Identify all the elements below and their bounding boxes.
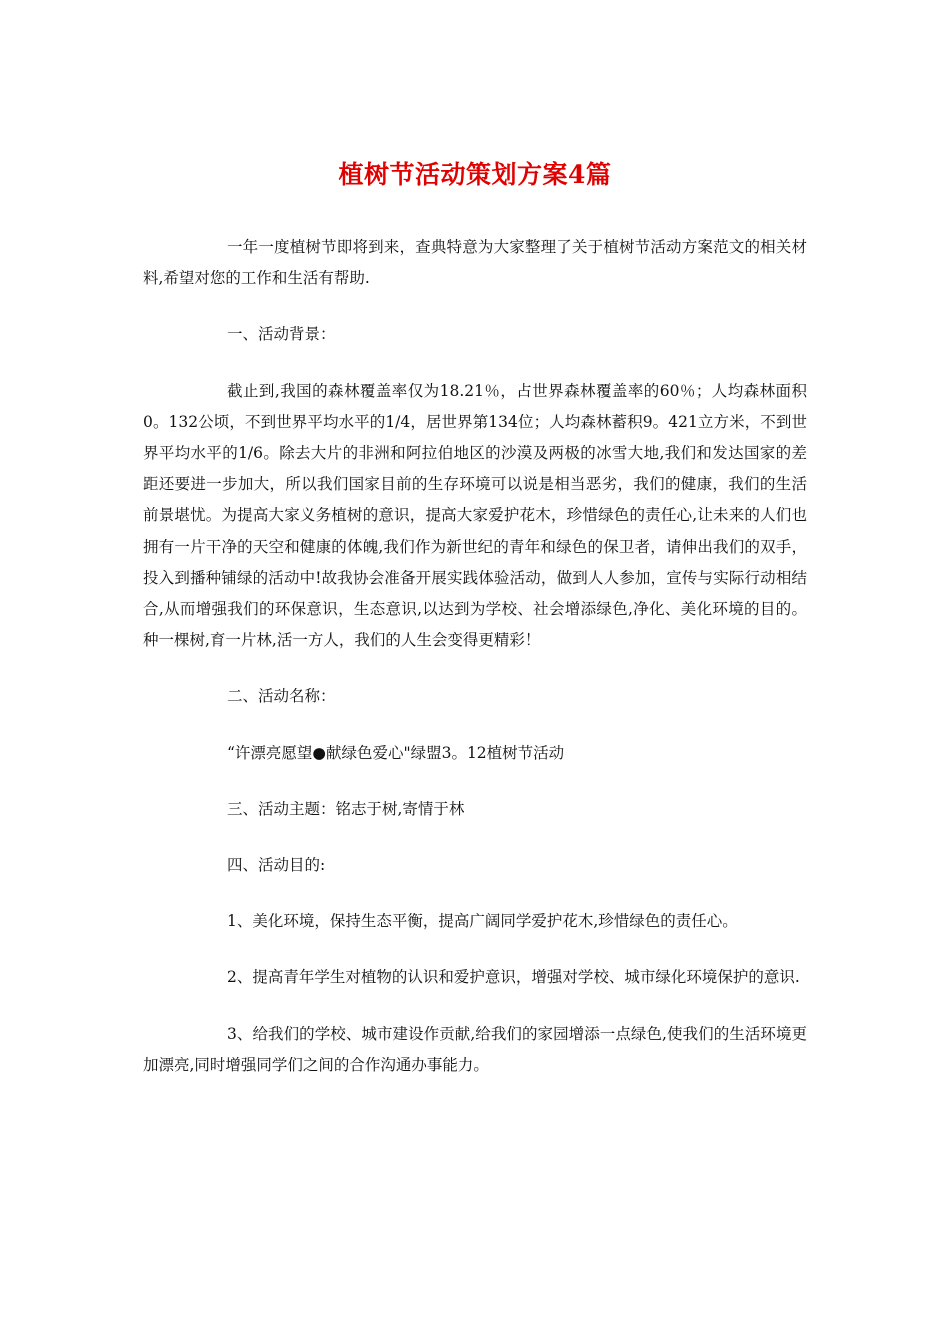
section-heading-background: 一、活动背景： <box>227 325 336 344</box>
background-paragraph: 截止到,我国的森林覆盖率仅为18.21％，占世界森林覆盖率的60％；人均森林面积0。132公顷，不到世界平均水平的1/4，居世界第134位；人均森林蓄积9。421立方米，不到世界平均水平的1/6。除去大片的非洲和阿拉伯地区的沙漠及两极的冰雪大地,我们和发达国家的差距还要进一步加大，所以我们国家目前的生存环境可以说是相当恶劣，我们的健康，我们的生活前景堪忧。为提高大家义务植树的意识，提高大家爱护花木，珍惜绿色的责任心,让未来的人们也拥有一片干净的天空和健康的体魄,我们作为新世纪的青年和绿色的保卫者，请伸出我们的双手，投入到播种铺绿的活动中!故我协会准备开展实践体验活动，做到人人参加，宣传与实际行动相结合,从而增强我们的环保意识，生态意识,以达到为学校、社会增添绿色,净化、美化环境的目的。种一棵树,育一片林,活一方人，我们的人生会变得更精彩！ <box>143 381 807 650</box>
document-title: 植树节活动策划方案4篇 <box>338 160 612 189</box>
section-heading-theme: 三、活动主题：铭志于树,寄情于林 <box>227 799 465 818</box>
purpose-item-3: 3、给我们的学校、城市建设作贡献,给我们的家园增添一点绿色,使我们的生活环境更加漂亮,同时增强同学们之间的合作沟通办事能力。 <box>143 1024 807 1074</box>
intro-paragraph: 一年一度植树节即将到来，查典特意为大家整理了关于植树节活动方案范文的相关材料,希望对您的工作和生活有帮助. <box>143 238 807 288</box>
section-heading-purpose: 四、活动目的: <box>227 856 326 875</box>
activity-name-paragraph: “许漂亮愿望●献绿色爱心"绿盟3。12植树节活动 <box>227 743 565 762</box>
purpose-item-1: 1、美化环境，保持生态平衡，提高广阔同学爱护花木,珍惜绿色的责任心。 <box>227 912 738 931</box>
purpose-item-2: 2、提高青年学生对植物的认识和爱护意识，增强对学校、城市绿化环境保护的意识. <box>227 968 800 987</box>
document-body <box>143 232 807 1081</box>
section-heading-name: 二、活动名称： <box>227 687 336 706</box>
